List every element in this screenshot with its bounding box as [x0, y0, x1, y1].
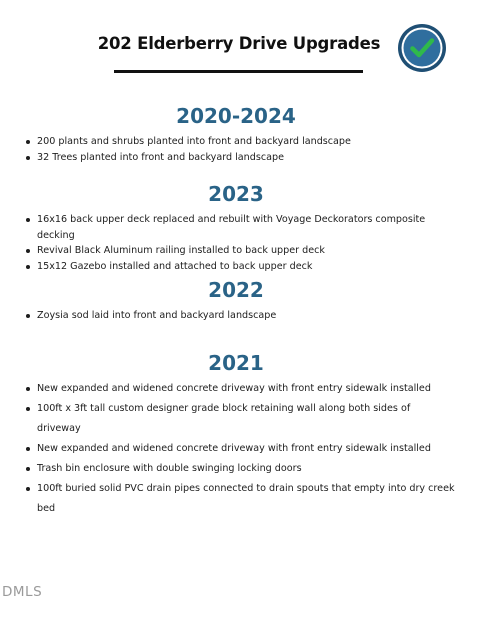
- bullet-list-2023: [26, 212, 456, 274]
- bullet-list-2022: [26, 306, 456, 326]
- list-item: 16x16 back upper deck replaced and rebuilt with Voyage Deckorators composite decking: [26, 212, 456, 243]
- list-item: New expanded and widened concrete driveway with front entry sidewalk installed: [26, 439, 456, 459]
- checkmark-circle-icon: [397, 23, 447, 73]
- list-item: Zoysia sod laid into front and backyard landscape: [26, 306, 456, 326]
- list-item: 32 Trees planted into front and backyard landscape: [26, 150, 456, 166]
- list-item: New expanded and widened concrete driveway with front entry sidewalk installed: [26, 379, 456, 399]
- list-item: 100ft buried solid PVC drain pipes connected to drain spouts that empty into dry creek bed: [26, 479, 456, 519]
- list-item: 100ft x 3ft tall custom designer grade block retaining wall along both sides of driveway: [26, 399, 456, 439]
- list-item: 15x12 Gazebo installed and attached to back upper deck: [26, 259, 456, 275]
- list-item: 200 plants and shrubs planted into front and backyard landscape: [26, 134, 456, 150]
- bullet-list-2021: [26, 379, 456, 519]
- bullet-list-2020-2024: [26, 134, 456, 165]
- section-heading-2023: 2023: [208, 182, 264, 206]
- page-title: 202 Elderberry Drive Upgrades: [97, 34, 381, 53]
- footer-watermark: DMLS: [2, 584, 43, 600]
- list-item: Trash bin enclosure with double swinging locking doors: [26, 459, 456, 479]
- section-heading-2022: 2022: [208, 278, 264, 302]
- section-heading-2021: 2021: [208, 351, 264, 375]
- list-item: Revival Black Aluminum railing installed to back upper deck: [26, 243, 456, 259]
- title-underline: [114, 70, 363, 73]
- section-heading-2020-2024: 2020-2024: [176, 104, 296, 128]
